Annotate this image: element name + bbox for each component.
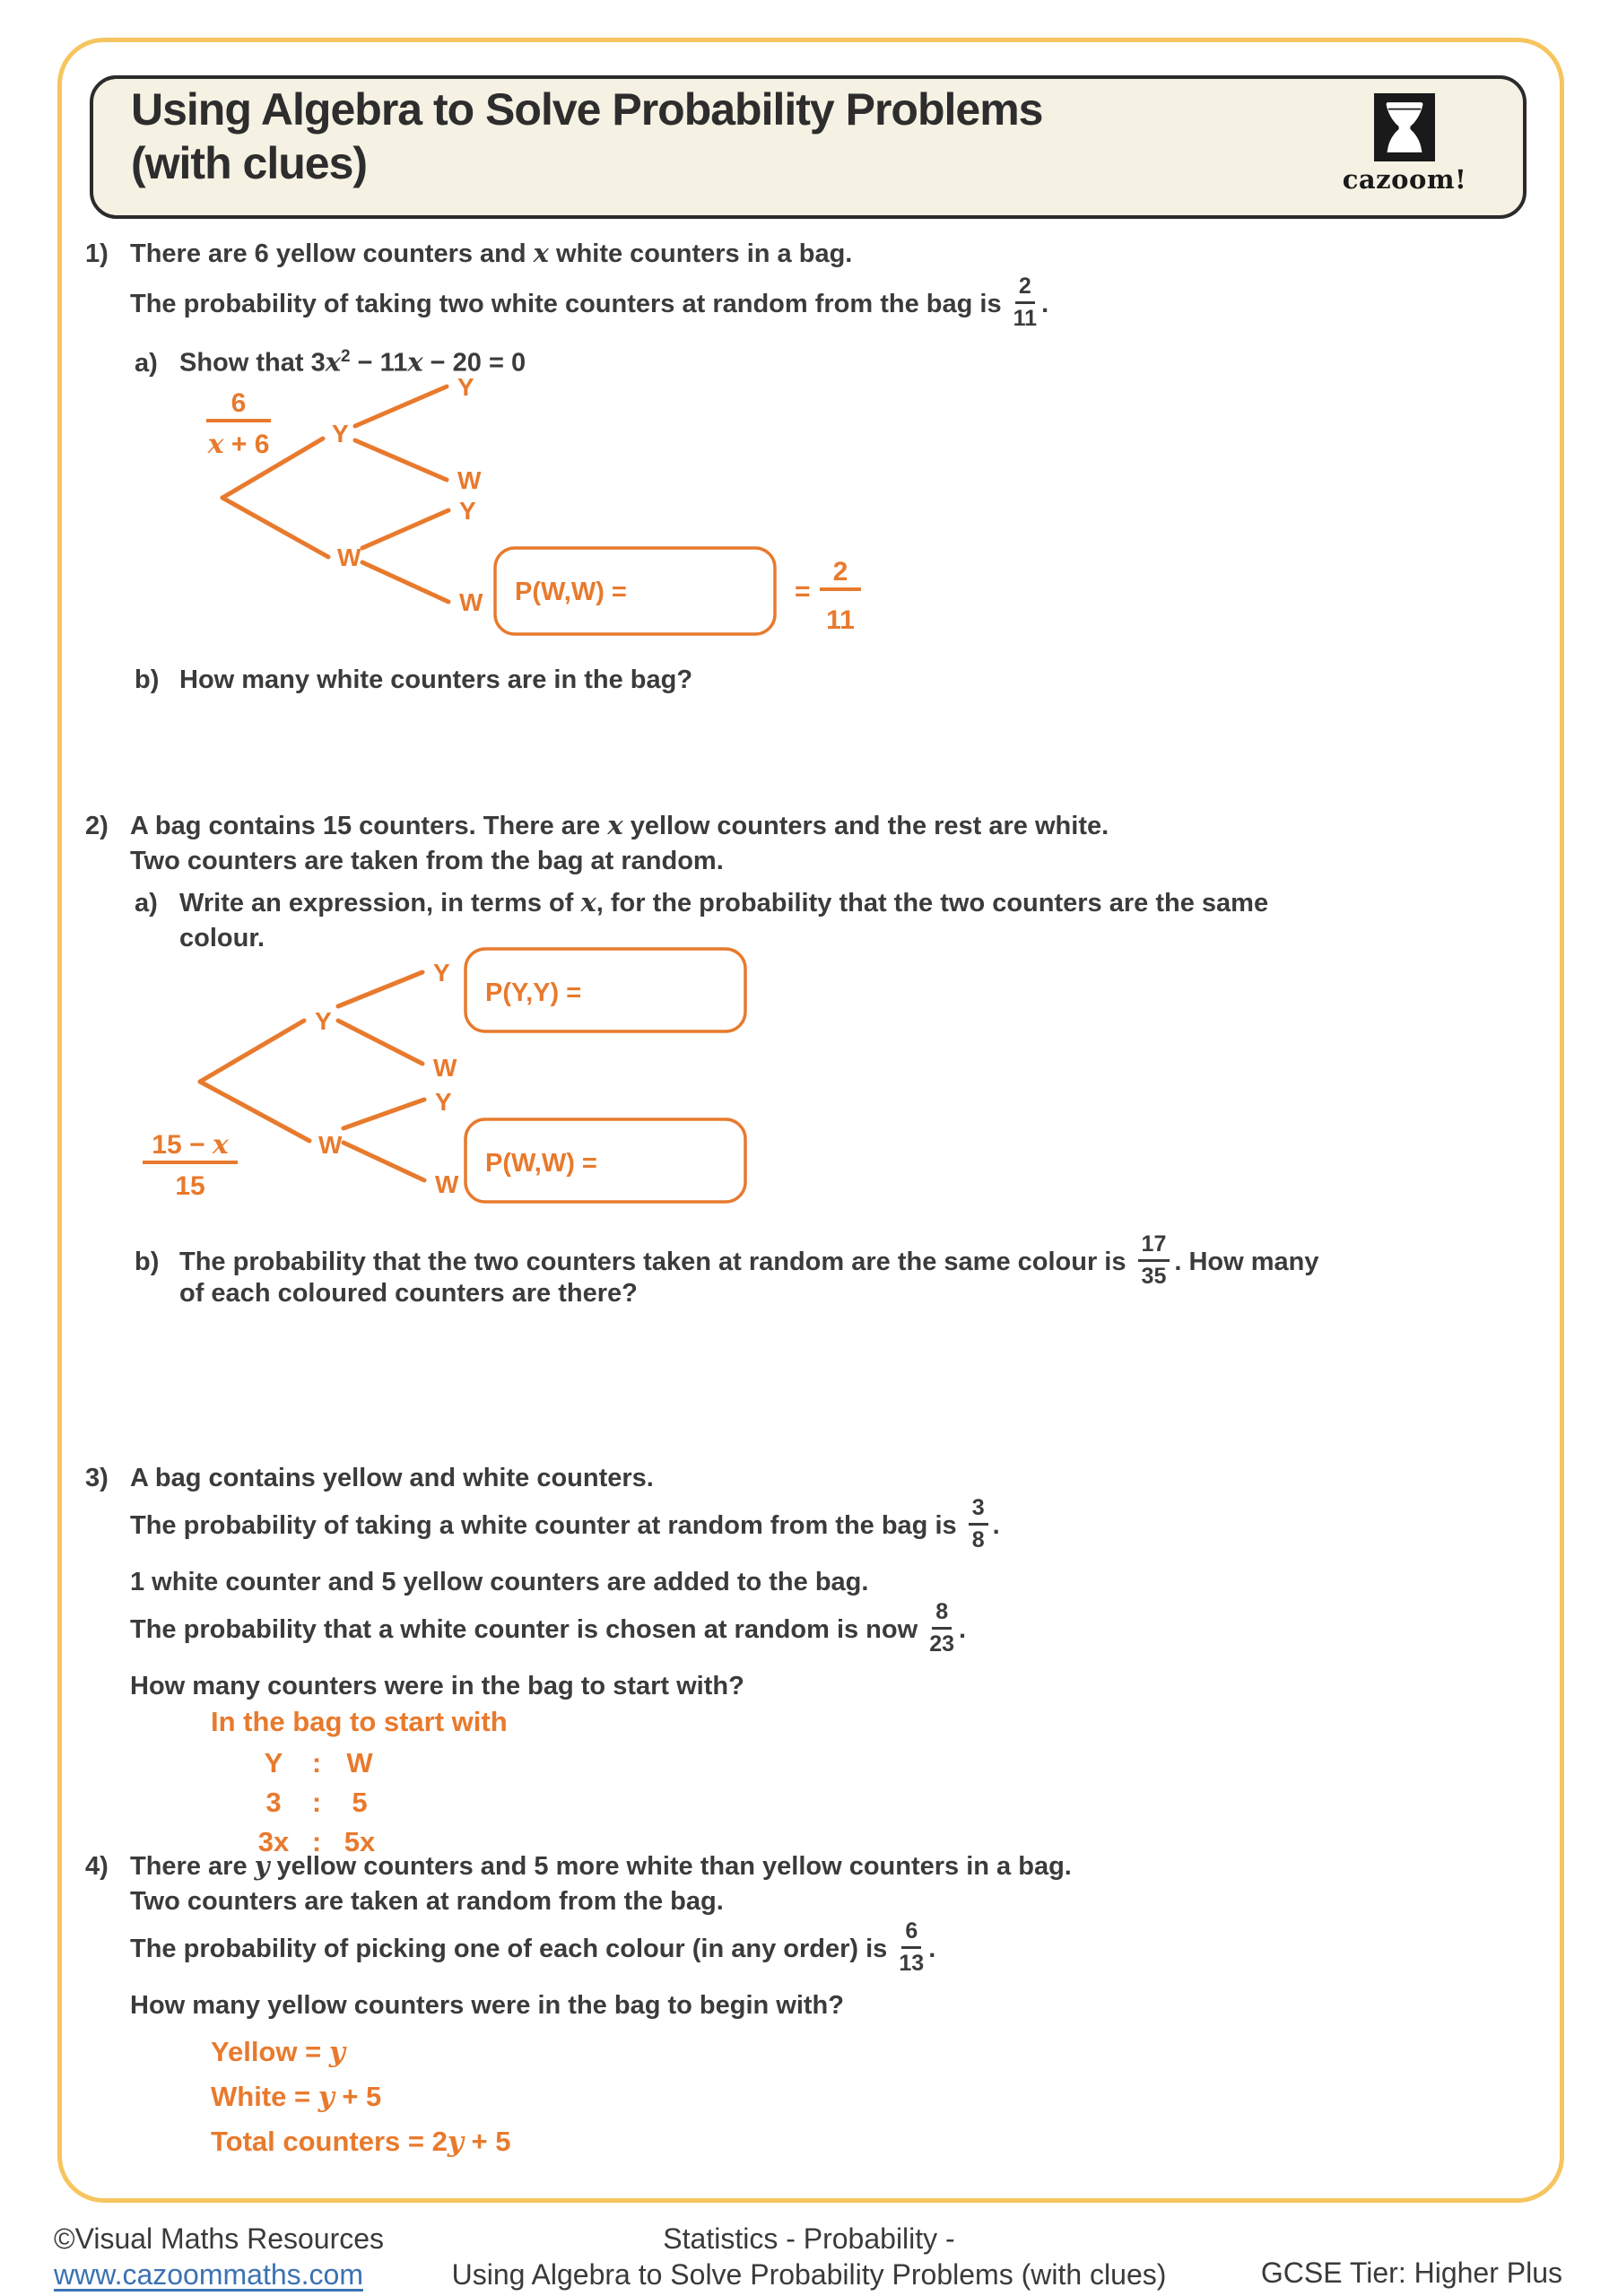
node-label-w: W	[459, 588, 483, 616]
q3-line-5: How many counters were in the bag to start with?	[130, 1672, 744, 1700]
fraction-denominator: 23	[929, 1631, 955, 1657]
fraction-denominator: 11	[1013, 306, 1038, 331]
branch-y-y	[338, 972, 422, 1006]
q3-line-3: 1 white counter and 5 yellow counters are added to the bag.	[130, 1568, 869, 1596]
ratio-colon: :	[311, 1787, 322, 1818]
fraction-numerator: 2	[1015, 275, 1035, 304]
node-label-w: W	[435, 1170, 459, 1198]
answer-box-label: P(W,W) =	[485, 1149, 597, 1178]
footer-subtitle: Using Algebra to Solve Probability Problems (with clues)	[451, 2258, 1167, 2291]
fraction-6-13	[899, 1920, 924, 1975]
title-line-1: Using Algebra to Solve Probability Problems	[131, 84, 1043, 135]
footer-topic: Statistics - Probability -	[663, 2222, 955, 2255]
title-line-2: (with clues)	[131, 138, 368, 188]
answer-box-label: P(W,W) =	[515, 578, 627, 606]
probability-tree-q1	[179, 372, 879, 641]
footer-left	[54, 2221, 384, 2292]
ratio-cell: Y	[264, 1747, 283, 1779]
footer-copyright: ©Visual Maths Resources	[54, 2222, 385, 2255]
fraction-numerator: 8	[932, 1601, 952, 1630]
q1-line-1: 1) There are 6 yellow counters and x white counters in a bag.	[85, 235, 852, 272]
logo-wordmark: cazoom!	[1342, 164, 1467, 195]
node-label-w: W	[457, 466, 482, 494]
q3-line-1: 3) A bag contains yellow and white counters.	[85, 1460, 654, 1496]
footer-center	[452, 2221, 1167, 2292]
fraction-numerator: 17	[1138, 1233, 1170, 1262]
math-var-y: y	[318, 2081, 335, 2113]
branch-root-w	[222, 498, 328, 557]
ratio-cell: 3x	[257, 1826, 290, 1857]
math-var-x: x	[607, 810, 623, 840]
branch-w-y	[362, 510, 448, 548]
q2-part-b-line-2: of each coloured counters are there?	[179, 1279, 638, 1308]
branch-w-y	[344, 1100, 424, 1128]
q2-part-b-label: b)	[135, 1248, 160, 1277]
q1-part-a: a) Show that $3x^2 - 11x - 20 = 0$	[135, 339, 526, 381]
branch-fraction-denominator: 15	[175, 1171, 205, 1201]
math-var-y: y	[328, 2036, 345, 2068]
probability-tree-q2	[128, 947, 971, 1207]
q1-line-2: The probability of taking two white counters at random from the bag is $\frac{2}{11}$ .	[130, 274, 1049, 331]
q2-part-a: a) Write an expression, in terms of x, for the probability that the two counters are the same	[135, 884, 1268, 921]
q4-line-2: Two counters are taken at random from the bag.	[130, 1887, 724, 1916]
fraction-denominator: 35	[1141, 1264, 1167, 1289]
q4-line-3: The probability of picking one of each colour (in any order) is $\frac{6}{13}$ .	[130, 1918, 936, 1976]
q4-clue-total: Total counters = 2y + 5	[211, 2126, 511, 2158]
branch-fraction-numerator: 15 − x	[152, 1129, 229, 1161]
q1-part-b-label: b)	[135, 665, 160, 694]
fraction-8-23	[929, 1601, 954, 1656]
q2-part-a-label: a)	[135, 889, 158, 918]
fraction-numerator: 3	[969, 1497, 988, 1526]
q3-number: 3)	[85, 1464, 109, 1492]
clue-title: In the bag to start with	[211, 1706, 508, 1737]
branch-fraction-numerator: 6	[231, 388, 247, 418]
math-var-x: x	[533, 238, 549, 268]
footer-website-link[interactable]: www.cazoommaths.com	[54, 2258, 363, 2291]
q4-clue-white: White = y + 5	[211, 2081, 382, 2113]
q1-number: 1)	[85, 239, 109, 268]
q3-line-4: The probability that a white counter is chosen at random is now $\frac{8}{23}$ .	[130, 1599, 967, 1657]
q1-part-a-label: a)	[135, 348, 158, 378]
worksheet-body	[85, 0, 1529, 2296]
branch-y-y	[355, 387, 447, 426]
ratio-cell: 5	[352, 1787, 368, 1818]
q2-part-b: b) The probability that the two counters taken at random are the same colour is $\frac{17}{35}$ . How many	[135, 1231, 1319, 1289]
branch-w-w	[362, 562, 448, 602]
node-label-w: W	[433, 1054, 457, 1082]
ratio-colon: :	[311, 1747, 322, 1779]
tree-branches	[200, 972, 424, 1180]
node-label-w: W	[337, 544, 361, 571]
q3-line-2: The probability of taking a white counter at random from the bag is $\frac{3}{8}$ .	[130, 1495, 1000, 1552]
q4-number: 4)	[85, 1852, 109, 1881]
branch-w-w	[344, 1143, 424, 1180]
ratio-colon: :	[311, 1826, 322, 1857]
branch-y-w	[355, 440, 447, 480]
q2-number: 2)	[85, 812, 109, 840]
q4-clue-yellow: Yellow = y	[211, 2036, 345, 2068]
answer-box-label: P(Y,Y) =	[485, 978, 582, 1007]
equals-sign: =	[795, 577, 811, 606]
exponent: 2	[341, 347, 351, 366]
result-fraction-denominator: 11	[826, 605, 855, 635]
ratio-cell: W	[346, 1747, 373, 1779]
fraction-numerator: 6	[901, 1920, 921, 1949]
math-var-y: y	[447, 2126, 464, 2158]
q2-line-1: 2) A bag contains 15 counters. There are x yellow counters and the rest are white.	[85, 807, 1109, 844]
q4-line-1: 4) There are y yellow counters and 5 more white than yellow counters in a bag.	[85, 1848, 1072, 1884]
branch-fraction-denominator: x + 6	[207, 429, 270, 460]
math-var-y: y	[254, 1850, 270, 1881]
q2-line-2: Two counters are taken from the bag at random.	[130, 847, 724, 875]
ratio-cell: 3	[265, 1787, 282, 1818]
result-fraction-numerator: 2	[832, 557, 848, 587]
math-var-x: x	[407, 346, 423, 378]
fraction-17-35	[1138, 1233, 1170, 1288]
fraction-2-11	[1013, 275, 1037, 330]
branch-y-w	[338, 1021, 422, 1064]
q1-part-b: b) How many white counters are in the bag?	[135, 662, 692, 698]
node-label-w: W	[318, 1131, 343, 1159]
ratio-cell: 5x	[344, 1826, 376, 1857]
fraction-denominator: 8	[971, 1527, 985, 1552]
q4-line-4: How many yellow counters were in the bag to begin with?	[130, 1991, 844, 2020]
math-var-x: x	[580, 887, 596, 918]
fraction-3-8	[969, 1497, 988, 1552]
node-label-y: Y	[332, 420, 349, 448]
q2-part-a-line-2: colour.	[179, 924, 265, 952]
footer-tier: GCSE Tier: Higher Plus	[1260, 2257, 1562, 2289]
node-label-y: Y	[433, 959, 450, 987]
q3-clue	[211, 1704, 508, 1858]
fraction-denominator: 13	[899, 1951, 925, 1976]
node-label-y: Y	[315, 1007, 332, 1035]
branch-root-y	[200, 1021, 304, 1082]
ratio-table	[245, 1747, 508, 1858]
node-label-y: Y	[435, 1088, 452, 1116]
node-label-y: Y	[459, 497, 476, 525]
math-var-x: x	[325, 346, 342, 378]
node-label-y: Y	[457, 373, 474, 401]
